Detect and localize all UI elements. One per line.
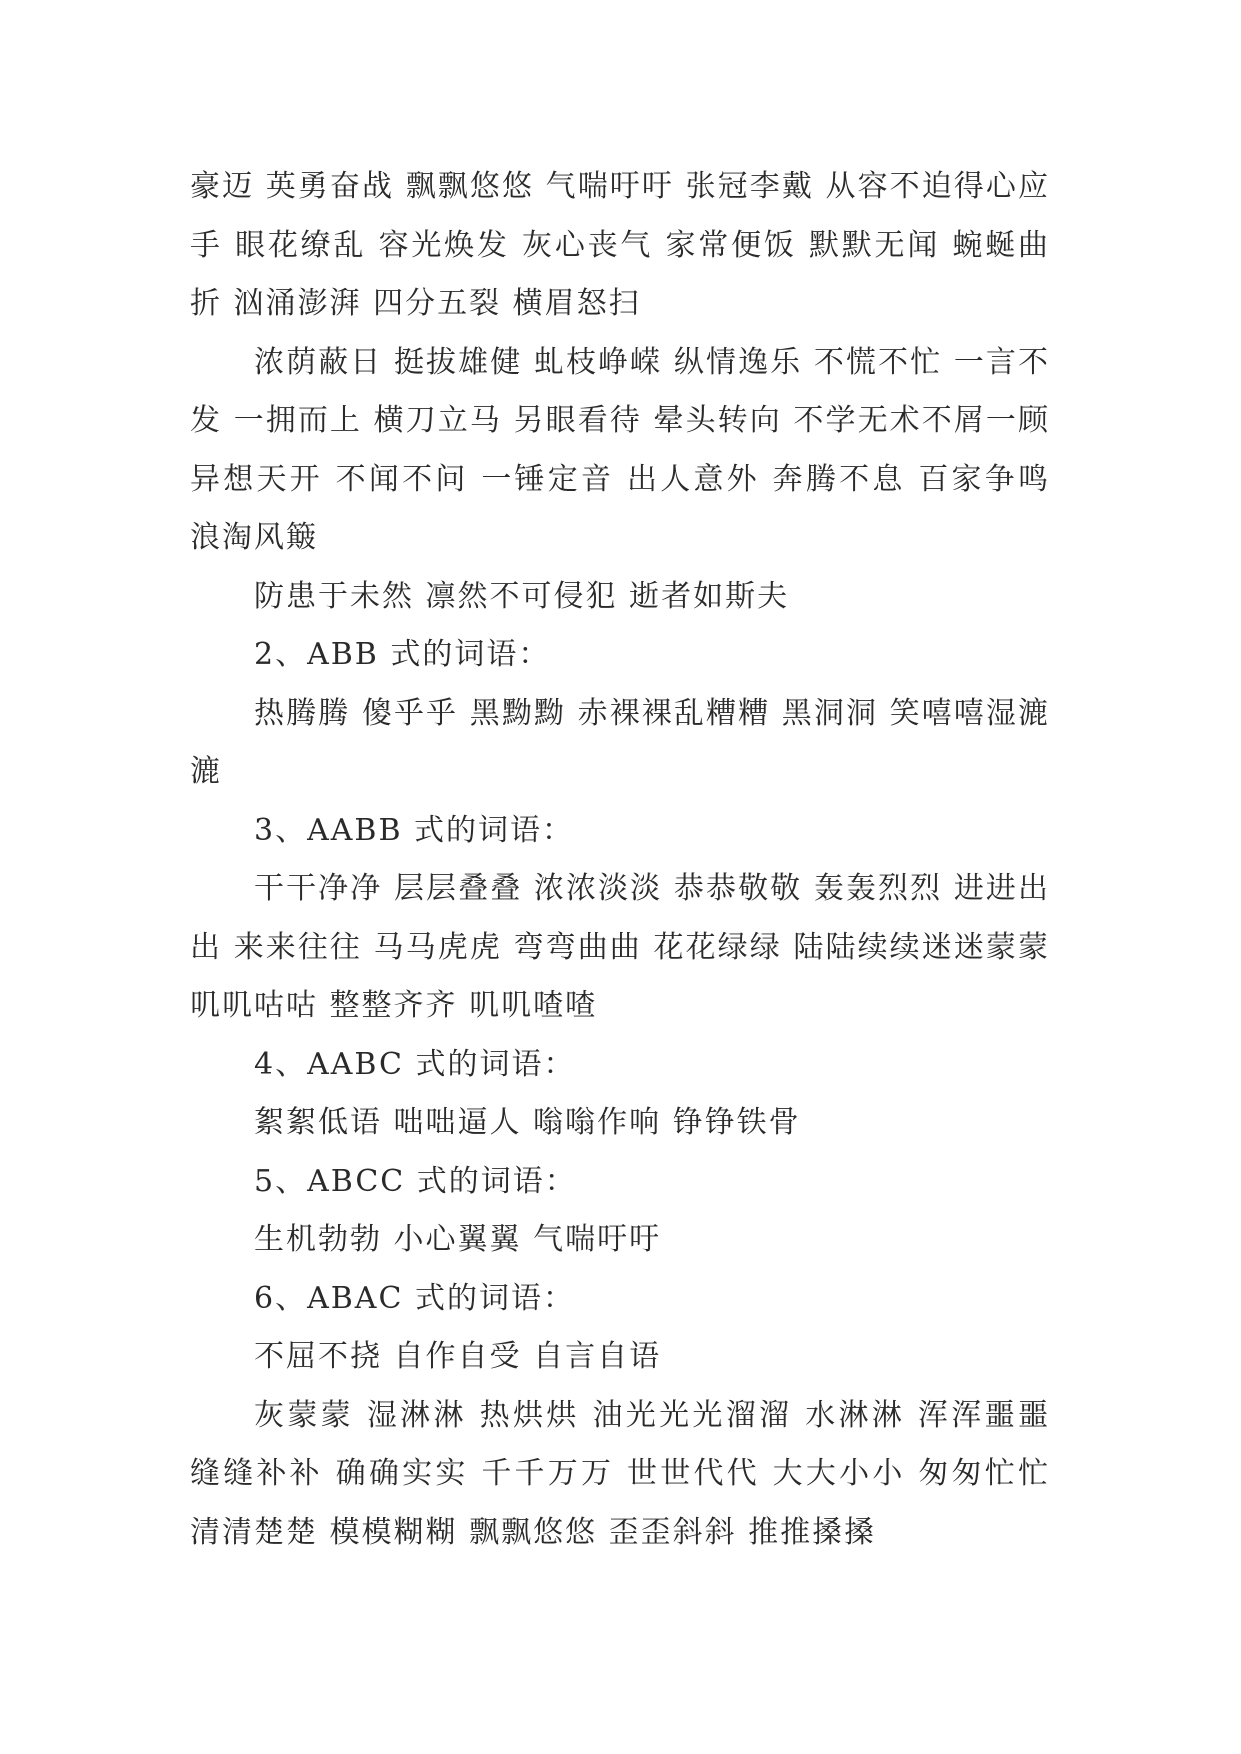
paragraph-abb-words: 热腾腾 傻乎乎 黑黝黝 赤裸裸乱糟糟 黑洞洞 笑嘻嘻湿漉漉 xyxy=(190,695,1050,789)
paragraph-idioms-1: 豪迈 英勇奋战 飘飘悠悠 气喘吁吁 张冠李戴 从容不迫得心应手 眼花缭乱 容光焕发 灰心丧气 家常便饭 默默无闻 蜿蜒曲折 汹涌澎湃 四分五裂 横眉怒扫 xyxy=(190,169,1050,321)
paragraph-abac-words: 不屈不挠 自作自受 自言自语 xyxy=(254,1339,662,1374)
paragraph-abcc-words: 生机勃勃 小心翼翼 气喘吁吁 xyxy=(254,1222,662,1257)
paragraph-aabb-words: 干干净净 层层叠叠 浓浓淡淡 恭恭敬敬 轰轰烈烈 进进出出 来来往往 马马虎虎 弯弯曲曲 花花绿绿 陆陆续续迷迷蒙蒙 叽叽咕咕 整整齐齐 叽叽喳喳 xyxy=(190,871,1050,1023)
document-body xyxy=(190,158,1050,1562)
heading-abac: 6、ABAC 式的词语： xyxy=(254,1280,575,1316)
heading-aabb: 3、AABB 式的词语： xyxy=(254,812,575,848)
heading-abb: 2、ABB 式的词语： xyxy=(254,637,551,672)
paragraph-reduplicated-words: 灰蒙蒙 湿淋淋 热烘烘 油光光光溜溜 水淋淋 浑浑噩噩 缝缝补补 确确实实 千千万万 世世代代 大大小小 匆匆忙忙 清清楚楚 模模糊糊 飘飘悠悠 歪歪斜斜 推推搡搡 xyxy=(190,1397,1050,1550)
heading-abcc: 5、ABCC 式的词语： xyxy=(254,1163,577,1199)
paragraph-idioms-3: 防患于未然 凛然不可侵犯 逝者如斯夫 xyxy=(254,578,790,614)
paragraph-aabc-words: 絮絮低语 咄咄逼人 嗡嗡作响 铮铮铁骨 xyxy=(254,1105,801,1140)
heading-aabc: 4、AABC 式的词语： xyxy=(254,1046,576,1082)
paragraph-idioms-2: 浓荫蔽日 挺拔雄健 虬枝峥嵘 纵情逸乐 不慌不忙 一言不发 一拥而上 横刀立马 另眼看待 晕头转向 不学无术不屑一顾 异想天开 不闻不问 一锤定音 出人意外 奔腾不息 百家争鸣 浪淘风簸 xyxy=(190,344,1050,555)
